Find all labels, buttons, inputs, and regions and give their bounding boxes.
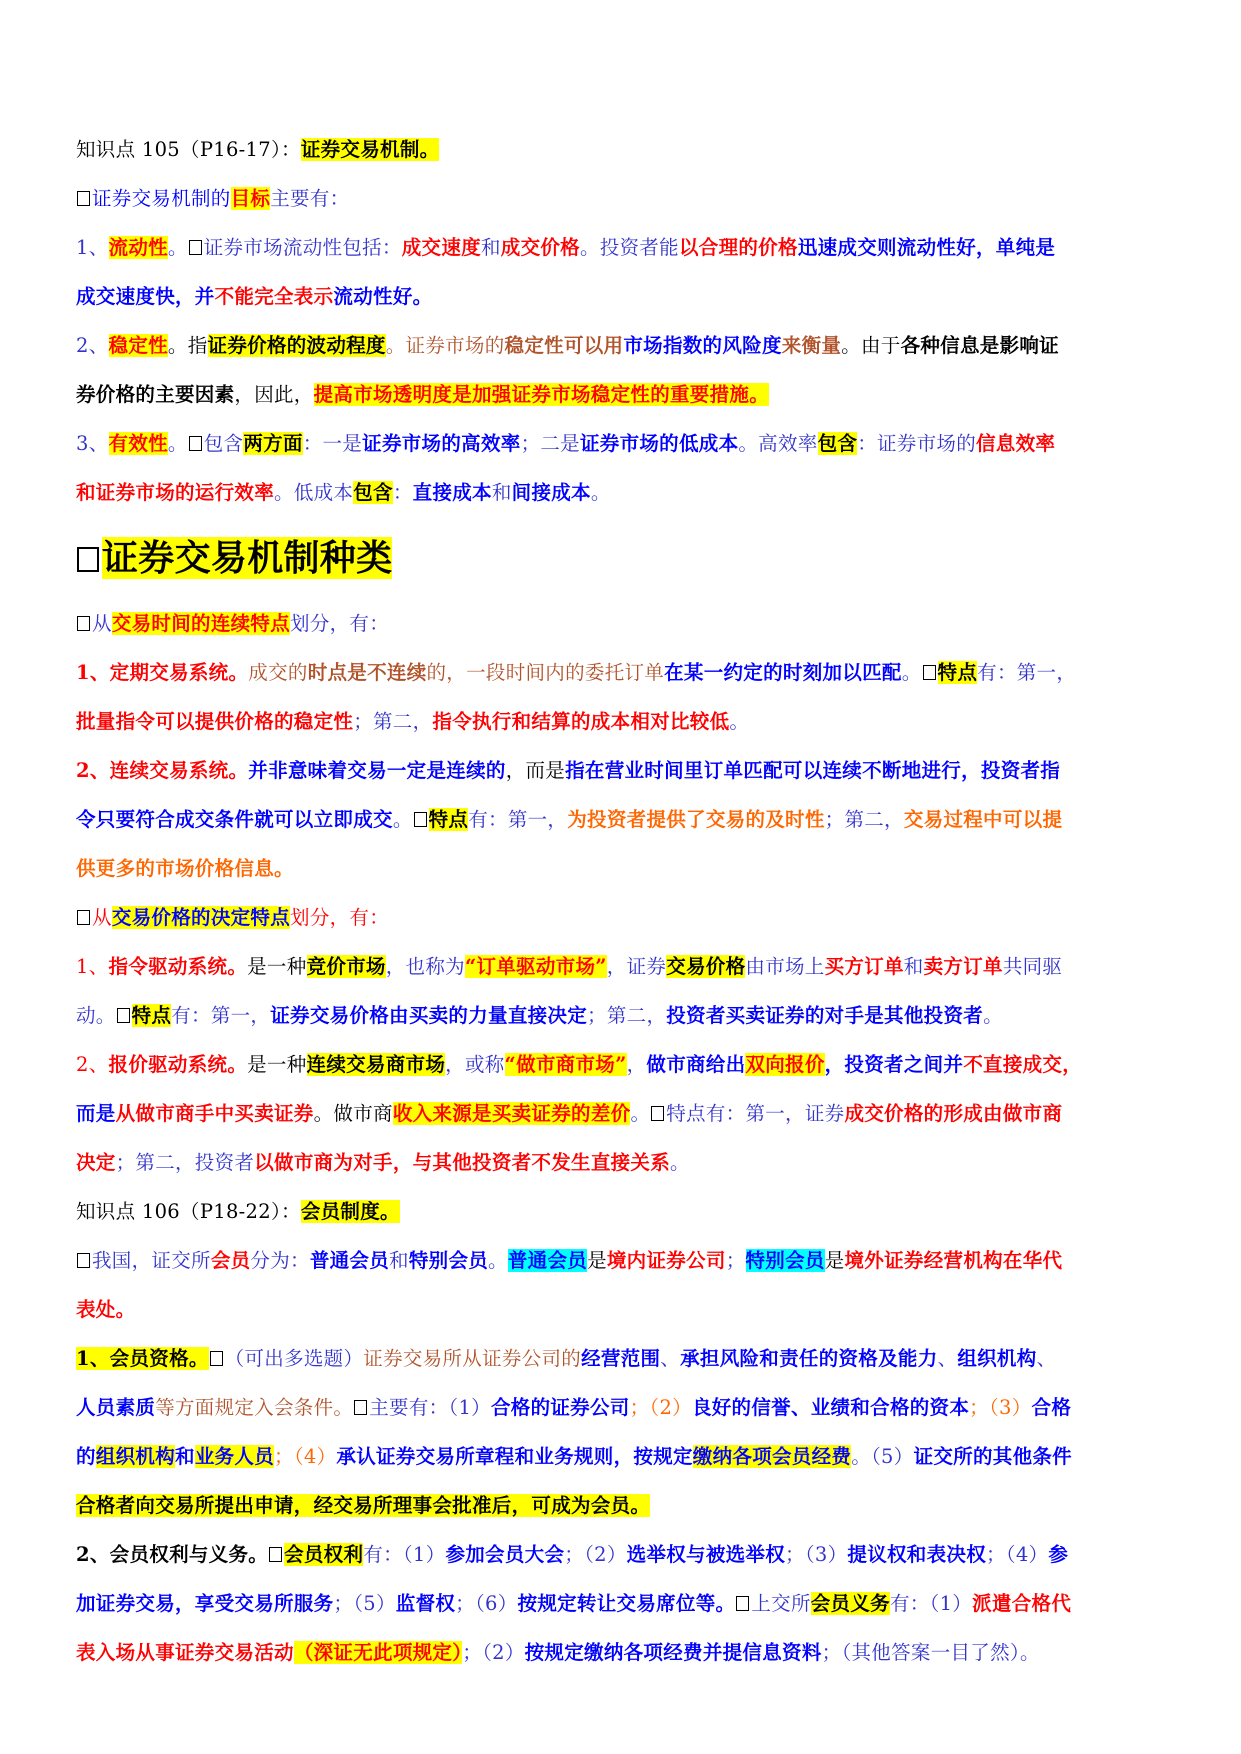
text-run: 。 (901, 661, 922, 684)
text-run: 连续交易商市场 (306, 1053, 446, 1076)
text-run: 证券市场的高效率 (362, 432, 521, 455)
text-run: 来衡量 (781, 334, 842, 357)
text-run: 流动性好。 (333, 285, 433, 308)
checkbox-glyph-icon (77, 547, 99, 572)
text-run: 。 (670, 1151, 690, 1174)
text-run: 选举权与被选举权 (626, 1543, 786, 1566)
text-run: 。 (167, 432, 188, 455)
text-run: 是一种 (247, 1053, 307, 1076)
text-run: 普通会员 (507, 1249, 588, 1272)
text-run: ；（2） (629, 1396, 692, 1419)
text-run: 和 (903, 955, 924, 978)
text-run: 良好的信誉、业绩和合格的资本 (691, 1396, 970, 1419)
text-run: 指令驱动系统。 (108, 955, 248, 978)
text-line (76, 893, 1166, 942)
text-run: 成交价格 (500, 236, 580, 259)
text-run: 。（5） (851, 1445, 914, 1468)
text-run: ，或称 (445, 1053, 505, 1076)
text-run: ；第二， (353, 710, 433, 733)
text-run: 批量指令可以提供价格的稳定性 (76, 710, 354, 733)
text-line (76, 321, 1166, 370)
text-run: 证交所的其他条件 (913, 1445, 1072, 1468)
checkbox-glyph-icon (189, 436, 202, 451)
text-run: 交易价格 (666, 955, 746, 978)
text-run: 并非意味着交易一定是连续的 (248, 759, 506, 782)
text-run: ；（2） (462, 1641, 525, 1664)
text-run: 特点有：第一，证券 (666, 1102, 845, 1125)
text-line (76, 1530, 1166, 1579)
text-run: ；二是 (520, 432, 580, 455)
text-run: 特别会员 (408, 1249, 489, 1272)
text-run: ：证券市场的 (857, 432, 976, 455)
document-page (76, 125, 1166, 1677)
text-run: 成交的 (248, 661, 308, 684)
text-run: ；（2） (564, 1543, 627, 1566)
text-run: ，证券 (606, 955, 667, 978)
text-run: 和 (491, 481, 512, 504)
text-run: ；第二， (824, 808, 904, 831)
checkbox-glyph-icon (269, 1547, 282, 1562)
checkbox-glyph-icon (189, 240, 202, 255)
text-run: 不直接成交， (963, 1053, 1083, 1076)
text-run: ，按规定 (613, 1445, 693, 1468)
text-line (76, 1628, 1166, 1677)
text-run: 两方面 (243, 432, 303, 455)
text-run: 知识点 106（P18-22）： (76, 1200, 301, 1223)
text-run: 在某一约定的时刻加以匹配 (664, 661, 902, 684)
text-run: 划分，有： (290, 906, 390, 929)
text-run: 人员素质 (76, 1396, 156, 1419)
text-run: 合格 (1031, 1396, 1072, 1419)
text-run: 、 (937, 1347, 958, 1370)
text-run: 目标 (230, 187, 271, 210)
text-run: 竞价市场 (306, 955, 386, 978)
text-line (76, 1138, 1166, 1187)
text-run: 和证券市场的运行效率 (76, 481, 275, 504)
text-run: 证券交易机制。 (300, 138, 440, 161)
text-run: 和 (480, 236, 501, 259)
text-run: 从 (92, 612, 112, 635)
checkbox-glyph-icon (117, 1008, 130, 1023)
checkbox-glyph-icon (77, 191, 90, 206)
text-run: 我国，证交所 (92, 1249, 211, 1272)
checkbox-glyph-icon (210, 1351, 223, 1366)
text-run: 成交速度 (401, 236, 481, 259)
text-run: 的 (76, 1445, 96, 1468)
text-run: ；（3） (785, 1543, 848, 1566)
text-run: 有：第一， (171, 1004, 271, 1027)
text-run: 证券市场流动性包括： (203, 236, 402, 259)
text-run: 令只要符合成交条件就可以立即成交 (76, 808, 393, 831)
text-line (76, 272, 1166, 321)
section-heading (76, 517, 1166, 599)
text-run: ；（其他答案一目了然）。 (821, 1641, 1040, 1664)
text-run: 3、 (76, 432, 109, 455)
text-line (76, 1040, 1166, 1089)
checkbox-glyph-icon (923, 665, 936, 680)
text-line (76, 746, 1166, 795)
text-run: 。高效率 (738, 432, 818, 455)
text-run: （深证无此项规定） (293, 1641, 463, 1664)
text-run: 表入场从事证券交易活动 (76, 1641, 294, 1664)
text-run: 合格的证券公司 (490, 1396, 630, 1419)
text-run: 表处。 (76, 1298, 136, 1321)
text-run: 会员制度。 (300, 1200, 400, 1223)
text-run: 、 (660, 1347, 681, 1370)
text-line (76, 1285, 1166, 1334)
text-run: 派遣合格代 (972, 1592, 1072, 1615)
text-run: ；第二， (587, 1004, 667, 1027)
text-line (76, 174, 1166, 223)
text-line (76, 795, 1166, 844)
text-run: 以合理的价格 (678, 236, 798, 259)
text-run: 证券市场的低成本 (579, 432, 739, 455)
section-heading-text: 证券交易机制种类 (102, 537, 393, 579)
text-run: 时点是不连续 (307, 661, 427, 684)
text-line (76, 1383, 1166, 1432)
text-run: 加证券交易，享受交易所服务 (76, 1592, 334, 1615)
checkbox-glyph-icon (77, 910, 90, 925)
text-run: 组织机构 (95, 1445, 176, 1468)
text-run: 证券交易价格由买卖的力量直接决定 (270, 1004, 588, 1027)
text-run: 投资者买卖证券的对手是其他投资者 (666, 1004, 984, 1027)
text-line (76, 697, 1166, 746)
checkbox-glyph-icon (414, 812, 427, 827)
text-run: 2、 (76, 334, 109, 357)
text-run: ，也称为 (385, 955, 465, 978)
text-run: 迅速成交则流动性好，单纯是 (797, 236, 1056, 259)
text-run: 和 (175, 1445, 195, 1468)
text-run: 证券交易机制的 (92, 187, 231, 210)
text-line (76, 991, 1166, 1040)
text-run: 监督权 (395, 1592, 456, 1615)
text-line (76, 844, 1166, 893)
text-run: 业务人员 (194, 1445, 275, 1468)
text-line (76, 1481, 1166, 1530)
checkbox-glyph-icon (354, 1400, 367, 1415)
text-run: 成交价格的形成由做市商 (844, 1102, 1063, 1125)
text-run: 以做市商为对手，与其他投资者不发生直接关系 (254, 1151, 671, 1174)
text-line (76, 1579, 1166, 1628)
text-run: 动。 (76, 1004, 116, 1027)
text-run: 是 (824, 1249, 845, 1272)
text-line (76, 419, 1166, 468)
text-run: 2、连续交易系统。 (76, 759, 249, 782)
text-run: 合格者向交易所提出申请，经交易所理事会批准后，可成为会员。 (76, 1494, 651, 1517)
text-run: 经营范围 (581, 1347, 661, 1370)
text-run: 。做市商 (313, 1102, 393, 1125)
text-run: 买方订单 (824, 955, 904, 978)
text-line (76, 1187, 1166, 1236)
text-run: 特点 (937, 661, 978, 684)
text-run: 。指 (167, 334, 208, 357)
text-run: ； (725, 1249, 746, 1272)
text-run: 1、 (76, 236, 109, 259)
text-run: 有：（1） (889, 1592, 973, 1615)
text-run: 主要有：（1） (369, 1396, 491, 1419)
text-run: 稳定性 (108, 334, 168, 357)
text-run: 组织机构 (957, 1347, 1037, 1370)
text-run: 交易价格的决定特点 (111, 906, 291, 929)
text-line (76, 1089, 1166, 1138)
text-run: 上交所 (751, 1592, 811, 1615)
text-run: 市场指数的风险度 (623, 334, 782, 357)
text-run: 按规定转让交易席位等。 (517, 1592, 736, 1615)
text-run: 指在营业时间里订单匹配可以连续不断地进行，投资者指 (565, 759, 1061, 782)
text-run: 。 (983, 1004, 1003, 1027)
text-run: 有：第一， (468, 808, 568, 831)
text-run: 由市场上 (745, 955, 825, 978)
text-run: 特点 (428, 808, 469, 831)
text-line (76, 125, 1166, 174)
text-run: 报价驱动系统。 (108, 1053, 248, 1076)
text-run: 。 (392, 808, 413, 831)
text-run: ；第二，投资者 (115, 1151, 255, 1174)
checkbox-glyph-icon (651, 1106, 664, 1121)
text-run: 1、会员资格。 (76, 1347, 209, 1370)
text-run: 。 (630, 1102, 651, 1125)
text-run: 证券价格的波动程度 (207, 334, 386, 357)
checkbox-glyph-icon (77, 1253, 90, 1268)
text-run: 。 (729, 710, 750, 733)
text-run: 境外证券经营机构在华代 (844, 1249, 1063, 1272)
text-line (76, 1334, 1166, 1383)
text-run: 缴纳各项会员经费 (692, 1445, 852, 1468)
text-run: 收入来源是买卖证券的差价 (392, 1102, 631, 1125)
text-run: ，投资者之间并 (824, 1053, 964, 1076)
text-run: 。证券市场的 (385, 334, 505, 357)
text-run: 、 (1036, 1347, 1057, 1370)
text-run: 主要有： (270, 187, 350, 210)
text-run: 直接成本 (412, 481, 492, 504)
text-run: 双向报价 (745, 1053, 825, 1076)
text-run: 是一种 (247, 955, 307, 978)
text-run: 。 (167, 236, 188, 259)
text-run: ：一是 (302, 432, 363, 455)
text-run: 证券交易所从证券公司的 (363, 1347, 582, 1370)
text-run: ；（4） (986, 1543, 1049, 1566)
text-line (76, 468, 1166, 517)
text-run: 境内证券公司 (606, 1249, 726, 1272)
text-run: 包含 (353, 481, 393, 504)
text-run: 划分，有： (290, 612, 390, 635)
text-run: “做市商市场” (504, 1053, 627, 1076)
text-run: 而是 (76, 1102, 116, 1125)
text-run: 。由于 (841, 334, 901, 357)
text-run: （可出多选题） (224, 1347, 364, 1370)
text-run: 提议权和表决权 (847, 1543, 986, 1566)
text-line (76, 1432, 1166, 1481)
text-run: “订单驱动市场” (464, 955, 607, 978)
text-run: 稳定性可以用 (504, 334, 624, 357)
text-run: 分为： (250, 1249, 310, 1272)
text-run: ；（6） (455, 1592, 518, 1615)
text-line (76, 942, 1166, 991)
text-run: 是 (587, 1249, 607, 1272)
text-run: 。 (488, 1249, 508, 1272)
text-run: 按规定缴纳各项经费并提信息资料 (524, 1641, 822, 1664)
text-run: 会员权利 (284, 1543, 364, 1566)
text-run: 2、 (76, 1053, 109, 1076)
text-run: ；（3） (969, 1396, 1032, 1419)
text-line (76, 223, 1166, 272)
text-run: ；（4） (274, 1445, 337, 1468)
text-run: ， (626, 1053, 647, 1076)
text-run: 1、 (76, 955, 109, 978)
text-run: 提高市场透明度是加强证券市场稳定性的重要措施。 (313, 383, 770, 406)
text-run: 有：第一， (977, 661, 1077, 684)
text-run: 各种信息是影响证 (900, 334, 1059, 357)
text-run: 承担风险和责任的资格及能力 (680, 1347, 938, 1370)
checkbox-glyph-icon (736, 1596, 749, 1611)
text-run: 从 (92, 906, 112, 929)
text-run: 从做市商手中买卖证券 (115, 1102, 314, 1125)
text-run: 共同驱 (1002, 955, 1063, 978)
text-line (76, 648, 1166, 697)
text-run: 会员义务 (810, 1592, 890, 1615)
text-run: 特别会员 (745, 1249, 825, 1272)
text-run: 知识点 105（P16-17）： (76, 138, 301, 161)
text-run: 信息效率 (976, 432, 1056, 455)
text-run: ，而是 (505, 759, 566, 782)
text-run: 决定 (76, 1151, 116, 1174)
text-run: 等方面规定入会条件。 (155, 1396, 354, 1419)
text-run: 为投资者提供了交易的及时性 (567, 808, 825, 831)
text-run: 的，一段时间内的委托订单 (426, 661, 665, 684)
text-run: 参 (1048, 1543, 1069, 1566)
text-run: 不能完全表示 (214, 285, 334, 308)
text-run: 交易时间的连续特点 (111, 612, 291, 635)
text-line (76, 370, 1166, 419)
text-run: 承认证券交易所章程和业务规则 (336, 1445, 614, 1468)
text-run: 做市商给出 (646, 1053, 746, 1076)
text-run: 有：（1） (363, 1543, 446, 1566)
text-run: 参加会员大会 (445, 1543, 565, 1566)
text-run: 。投资者能 (579, 236, 679, 259)
text-run: 有效性 (108, 432, 168, 455)
text-run: 交易过程中可以提 (903, 808, 1063, 831)
text-run: 包含 (817, 432, 858, 455)
text-run: ，因此， (234, 383, 314, 406)
text-run: 间接成本 (511, 481, 591, 504)
text-run: 指令执行和结算的成本相对比较低 (432, 710, 730, 733)
text-run: 成交速度快，并 (76, 285, 215, 308)
text-run: 券价格的主要因素 (76, 383, 235, 406)
text-line (76, 599, 1166, 648)
text-run: 特点 (131, 1004, 172, 1027)
text-run: 。 (590, 481, 611, 504)
text-run: 。低成本 (274, 481, 354, 504)
text-line (76, 1236, 1166, 1285)
text-run: ： (392, 481, 413, 504)
checkbox-glyph-icon (77, 616, 90, 631)
text-run: 流动性 (108, 236, 168, 259)
text-run: 会员 (210, 1249, 251, 1272)
text-run: 1、定期交易系统。 (76, 661, 249, 684)
text-run: 包含 (203, 432, 244, 455)
text-run: ；（5） (333, 1592, 396, 1615)
text-run: 和 (389, 1249, 409, 1272)
text-run: 2、会员权利与义务。 (76, 1543, 269, 1566)
text-run: 普通会员 (309, 1249, 390, 1272)
text-run: 卖方订单 (923, 955, 1003, 978)
text-run: 供更多的市场价格信息。 (76, 857, 294, 880)
